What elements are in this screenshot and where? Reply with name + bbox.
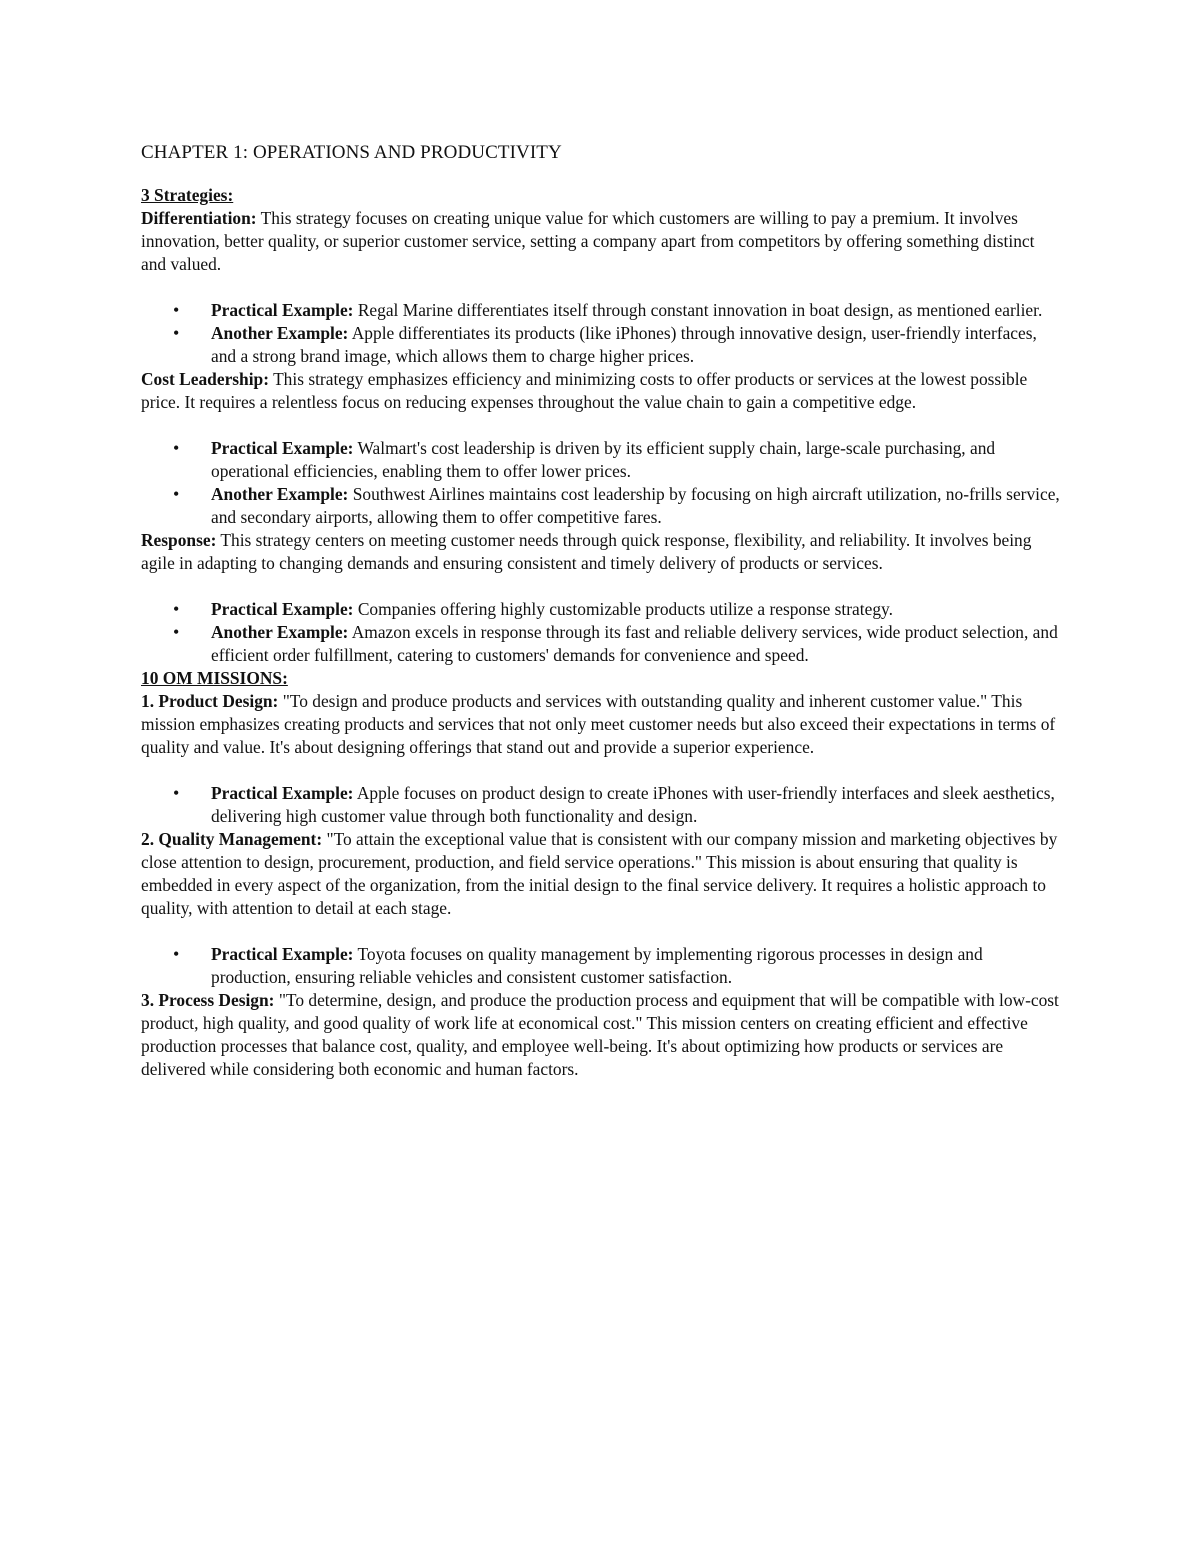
example-text: Southwest Airlines maintains cost leadership by focusing on high aircraft utilization, no-frills service, and secondary airports, allowing them to offer competitive fares. — [211, 484, 1060, 527]
example-text: Companies offering highly customizable products utilize a response strategy. — [353, 599, 893, 619]
strategy-response — [141, 529, 1061, 575]
list-item — [141, 483, 1061, 529]
strategy-description: This strategy emphasizes efficiency and minimizing costs to offer products or services at the lowest possible price. It requires a relentless focus on reducing expenses throughout the value chain to gain a competitive edge. — [141, 369, 1028, 412]
mission-description: "To attain the exceptional value that is consistent with our company mission and marketing objectives by close attention to design, procurement, production, and field service operations." This mission is about ensuring that quality is embedded in every aspect of the organization, from the initial design to the final service delivery. It requires a holistic approach to quality, with attention to detail at each stage. — [141, 829, 1058, 918]
chapter-title: CHAPTER 1: OPERATIONS AND PRODUCTIVITY — [141, 142, 562, 163]
list-item — [141, 437, 1061, 483]
bullet-icon: • — [173, 300, 180, 320]
example-list — [141, 943, 1061, 989]
bullet-icon: • — [173, 944, 180, 964]
example-label: Another Example: — [211, 622, 349, 642]
bullet-icon: • — [173, 783, 180, 803]
example-text: Apple differentiates its products (like iPhones) through innovative design, user-friendly interfaces, and a strong brand image, which allows them to charge higher prices. — [211, 323, 1037, 366]
strategy-differentiation — [141, 207, 1061, 276]
example-text: Toyota focuses on quality management by implementing rigorous processes in design and production, ensuring reliable vehicles and consistent customer satisfaction. — [211, 944, 983, 987]
mission-description: "To design and produce products and services with outstanding quality and inherent customer value." This mission emphasizes creating products and services that not only meet customer needs but also exceed their expectations in terms of quality and value. It's about designing offerings that stand out and provide a superior experience. — [141, 691, 1056, 757]
strategy-description: This strategy centers on meeting customer needs through quick response, flexibility, and reliability. It involves being agile in adapting to changing demands and ensuring consistent and timely delivery of products or services. — [141, 530, 1032, 573]
list-item — [141, 598, 1061, 621]
mission-quality-management — [141, 828, 1061, 920]
example-text: Amazon excels in response through its fast and reliable delivery services, wide product selection, and efficient order fulfillment, catering to customers' demands for convenience and speed. — [211, 622, 1058, 665]
example-label: Practical Example: — [211, 944, 354, 964]
list-item — [141, 621, 1061, 667]
example-text: Regal Marine differentiates itself through constant innovation in boat design, as mentioned earlier. — [353, 300, 1043, 320]
example-text: Walmart's cost leadership is driven by its efficient supply chain, large-scale purchasing, and operational efficiencies, enabling them to offer lower prices. — [211, 438, 996, 481]
mission-term: 3. Process Design: — [141, 990, 275, 1010]
example-label: Another Example: — [211, 484, 349, 504]
bullet-icon: • — [173, 484, 180, 504]
example-label: Practical Example: — [211, 599, 354, 619]
mission-process-design — [141, 989, 1061, 1081]
strategy-term: Differentiation: — [141, 208, 257, 228]
list-item — [141, 943, 1061, 989]
mission-description: "To determine, design, and produce the production process and equipment that will be compatible with low-cost product, high quality, and good quality of work life at economical cost." This mission centers on creating efficient and effective production processes that balance cost, quality, and employee well-being. It's about optimizing how products or services are delivered while considering both economic and human factors. — [141, 990, 1059, 1079]
list-item — [141, 782, 1061, 828]
example-list — [141, 299, 1061, 368]
bullet-icon: • — [173, 622, 180, 642]
example-list — [141, 437, 1061, 529]
strategy-description: This strategy focuses on creating unique value for which customers are willing to pay a premium. It involves innovation, better quality, or superior customer service, setting a company apart from competitors by offering something distinct and valued. — [141, 208, 1035, 274]
strategy-term: Cost Leadership: — [141, 369, 270, 389]
example-text: Apple focuses on product design to create iPhones with user-friendly interfaces and sleek aesthetics, delivering high customer value through both functionality and design. — [211, 783, 1055, 826]
bullet-icon: • — [173, 438, 180, 458]
strategy-cost-leadership — [141, 368, 1061, 414]
missions-heading: 10 OM MISSIONS: — [141, 668, 288, 688]
strategy-term: Response: — [141, 530, 217, 550]
example-list — [141, 598, 1061, 667]
example-label: Practical Example: — [211, 300, 354, 320]
example-label: Practical Example: — [211, 783, 354, 803]
example-label: Another Example: — [211, 323, 349, 343]
document-page — [141, 141, 1061, 1081]
mission-term: 2. Quality Management: — [141, 829, 323, 849]
mission-term: 1. Product Design: — [141, 691, 279, 711]
list-item — [141, 322, 1061, 368]
strategies-heading: 3 Strategies: — [141, 185, 234, 205]
example-list — [141, 782, 1061, 828]
example-label: Practical Example: — [211, 438, 354, 458]
bullet-icon: • — [173, 599, 180, 619]
mission-product-design — [141, 690, 1061, 759]
bullet-icon: • — [173, 323, 180, 343]
list-item — [141, 299, 1061, 322]
